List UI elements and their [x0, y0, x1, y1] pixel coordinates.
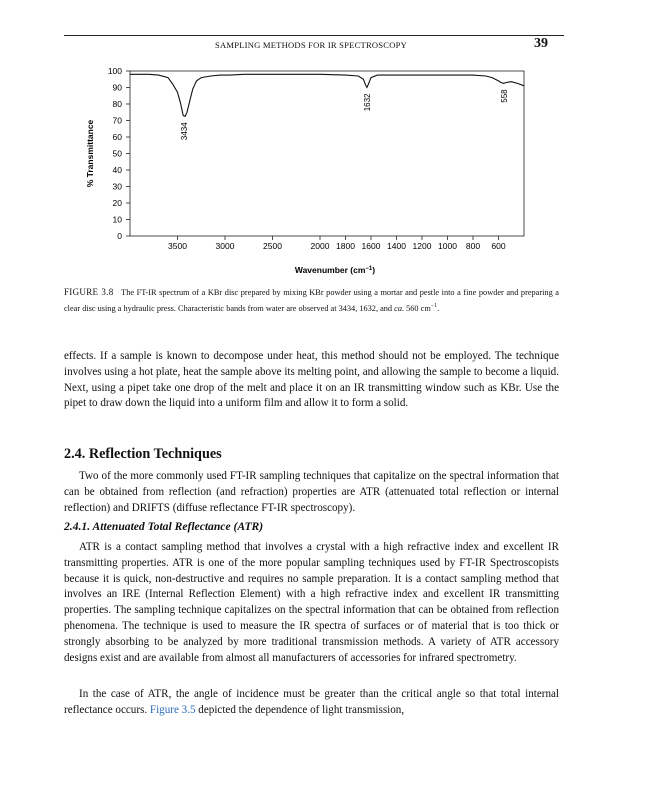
y-tick-label: 80	[112, 99, 122, 109]
header-rule	[64, 35, 564, 36]
ftir-spectrum-chart	[80, 62, 550, 280]
page-number: 39	[534, 36, 548, 51]
figure-caption: FIGURE 3.8 The FT-IR spectrum of a KBr disc prepared by mixing KBr powder using a mortar and pestle into a fine powder and preparing a clear disc using a hydraulic press. Characteristic bands from water are observed at 3434, 1632, and ca. 560 $cm^{-1}$.	[64, 287, 559, 313]
x-axis	[168, 236, 506, 251]
x-tick-label: 1000	[438, 241, 457, 251]
x-tick-label: 800	[465, 241, 481, 251]
y-axis-label: % Transmittance	[85, 119, 95, 188]
y-tick-label: 40	[112, 165, 122, 175]
x-tick-label: 2000	[310, 241, 330, 251]
running-head: SAMPLING METHODS FOR IR SPECTROSCOPY	[215, 40, 408, 50]
y-tick-label: 10	[112, 214, 122, 225]
x-tick-label: 1800	[336, 241, 355, 251]
section-heading: 2.4. Reflection Techniques	[64, 446, 222, 462]
x-tick-label: 2500	[263, 241, 282, 251]
body-paragraph-3: ATR is a contact sampling method that involves a crystal with a high refractive index and excellent IR transmitting properties. ATR is one of the more popular sampling techniques used by FT-IR Spectroscopists because it is quick, non-destructive and requires no sample preparation. It is a contact sampling method that involves an IRE (Internal Reflection Element) with a high refractive index and excellent IR transmitting properties. The sampling technique capitalizes on the spectral information that can be obtained from reflection phenomena. The technique is used to measure the IR spectra of surfaces or of material that is too thick or strongly absorbing to be analyzed by more traditional transmission methods. A variety of ATR accessory designs exist and are available from almost all manufacturers of accessories for infrared spectrometry.	[64, 541, 559, 664]
peak-label: 558	[499, 89, 509, 103]
subsection-heading: 2.4.1. Attenuated Total Reflectance (ATR)	[64, 520, 264, 533]
figure-label: FIGURE 3.8	[64, 287, 114, 297]
x-tick-label: 1600	[361, 241, 381, 251]
x-tick-label: 1200	[412, 241, 432, 251]
plot-frame	[130, 71, 524, 236]
x-axis-label: Wavenumber $(cm^{-1})$	[294, 265, 376, 275]
body-paragraph-1: effects. If a sample is known to decompose under heat, this method should not be employed. The technique involves using a hot plate, heat the sample above its melting point, and allowing the sample to become a liquid. Next, using a pipet take one drop of the melt and place it on an IR transmitting window such as KBr. Use the pipet to draw down the liquid into a uniform film and allow it to form a solid.	[64, 350, 559, 410]
spectrum-line	[130, 74, 524, 116]
y-tick-label: 70	[112, 115, 122, 126]
body-paragraph-2: Two of the more commonly used FT-IR sampling techniques that capitalize on the spectral information that can be obtained from reflection (and refraction) properties are ATR (attenuated total reflection or internal reflection) and DRIFTS (diffuse reflectance FT-IR spectroscopy).	[64, 470, 559, 514]
y-tick-label: 60	[112, 132, 122, 142]
x-tick-label: 3500	[168, 241, 187, 251]
y-tick-label: 50	[112, 148, 122, 159]
peak-labels	[180, 89, 509, 140]
y-tick-label: 30	[112, 181, 122, 192]
body-paragraph-4: In the case of ATR, the angle of incidence must be greater than the critical angle so that total internal reflectance occurs. Figure 3.5 depicted the dependence of light transmission,	[64, 688, 559, 716]
peak-label: 1632	[362, 93, 372, 112]
figure-3-5-link[interactable]: Figure 3.5	[149, 703, 196, 716]
peak-label: 3434	[179, 122, 189, 141]
x-tick-label: 600	[491, 241, 506, 251]
y-tick-label: 0	[117, 231, 122, 241]
y-tick-label: 100	[107, 66, 122, 76]
x-tick-label: 3000	[215, 241, 235, 251]
y-tick-label: 20	[112, 198, 122, 208]
x-tick-label: 1400	[387, 241, 406, 251]
y-axis	[108, 66, 130, 241]
y-tick-label: 90	[112, 82, 122, 93]
